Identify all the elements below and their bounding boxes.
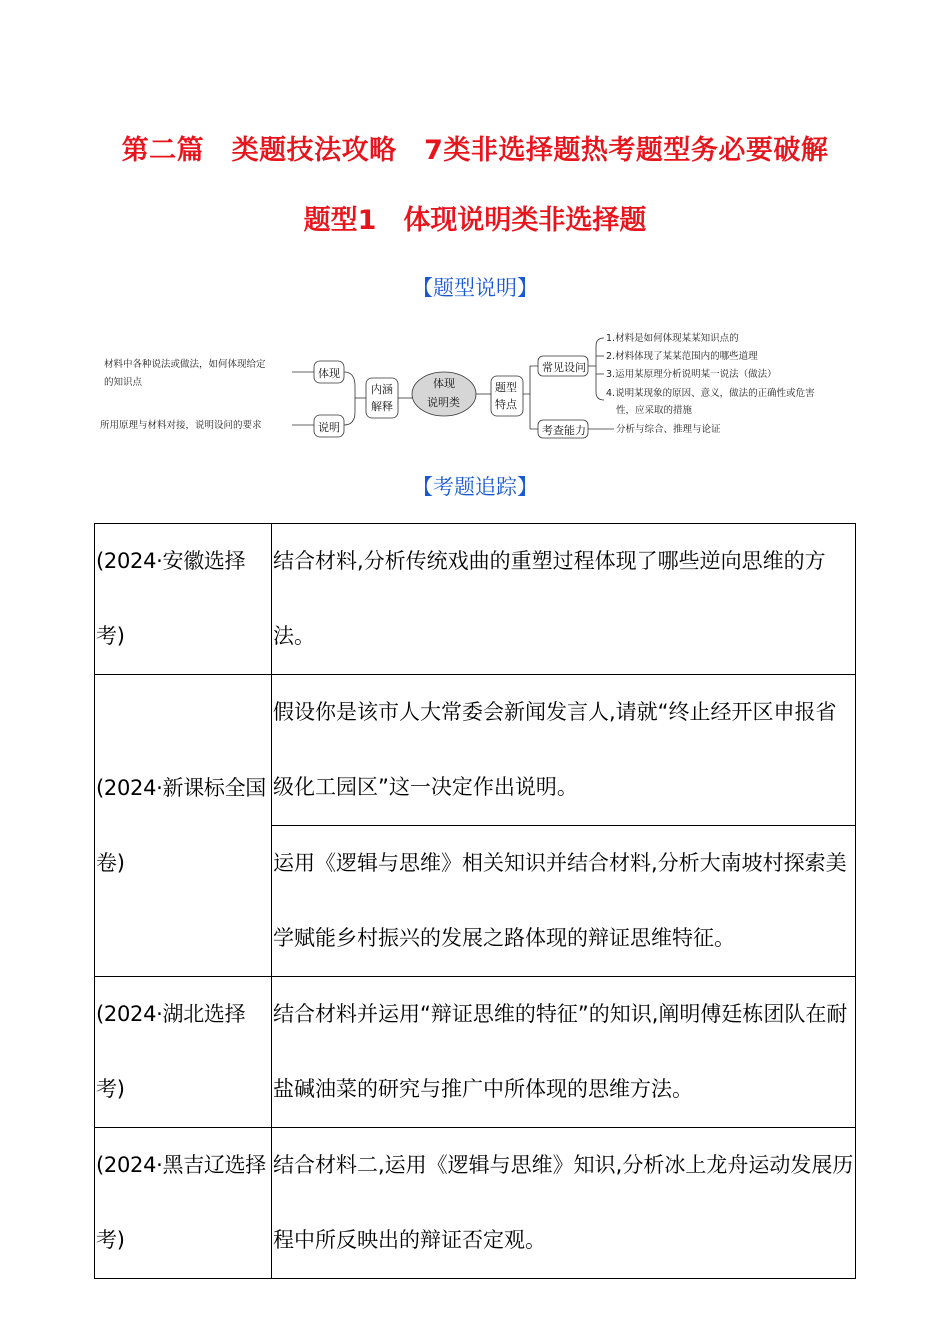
section-heading-track: 【考题追踪】 xyxy=(412,475,538,499)
question-source: (2024·新课标全国卷) xyxy=(95,675,272,977)
diagram-box-neihan-line1: 内涵 xyxy=(371,383,393,396)
section-heading-explain: 【题型说明】 xyxy=(412,276,538,300)
table-row xyxy=(95,1128,856,1279)
diagram-box-shuoming-label: 说明 xyxy=(318,421,340,434)
table-row xyxy=(95,977,856,1128)
mind-map-diagram xyxy=(100,326,860,446)
document-title: 第二篇 类题技法攻略 7类非选择题热考题型务必要破解 xyxy=(121,135,829,166)
diagram-box-tedian-line1: 题型 xyxy=(495,381,517,394)
question-text: 运用《逻辑与思维》相关知识并结合材料,分析大南坡村探索美学赋能乡村振兴的发展之路体现的辩证思维特征。 xyxy=(272,826,856,977)
table-row xyxy=(95,524,856,675)
question-text: 结合材料,分析传统戏曲的重塑过程体现了哪些逆向思维的方法。 xyxy=(272,524,856,675)
diagram-ability: 分析与综合、推理与论证 xyxy=(616,424,721,435)
diagram-center-line2: 说明类 xyxy=(427,396,460,409)
exam-questions-table xyxy=(94,523,856,1279)
table-row xyxy=(95,675,856,826)
question-text: 结合材料二,运用《逻辑与思维》知识,分析冰上龙舟运动发展历程中所反映出的辩证否定观。 xyxy=(272,1128,856,1279)
question-text: 结合材料并运用“辩证思维的特征”的知识,阐明傅廷栋团队在耐盐碱油菜的研究与推广中所体现的思维方法。 xyxy=(272,977,856,1128)
diagram-question-2: 2.材料体现了某某范围内的哪些道理 xyxy=(606,351,758,362)
question-source: (2024·安徽选择考) xyxy=(95,524,272,675)
diagram-question-3: 3.运用某原理分析说明某一说法（做法） xyxy=(606,369,777,380)
question-text: 假设你是该市人大常委会新闻发言人,请就“终止经开区申报省级化工园区”这一决定作出说明。 xyxy=(272,675,856,826)
question-source: (2024·黑吉辽选择考) xyxy=(95,1128,272,1279)
diagram-box-neihan-line2: 解释 xyxy=(371,400,393,413)
diagram-question-4a: 4.说明某现象的原因、意义，做法的正确性或危害 xyxy=(606,388,815,399)
diagram-box-changjian-label: 常见设问 xyxy=(542,361,586,374)
diagram-left-text-3: 所用原理与材料对接，说明设问的要求 xyxy=(100,420,262,431)
diagram-box-tedian-line2: 特点 xyxy=(495,398,517,411)
diagram-center-line1: 体现 xyxy=(433,377,455,390)
diagram-question-1: 1.材料是如何体现某某知识点的 xyxy=(606,333,739,344)
diagram-left-text-2: 的知识点 xyxy=(104,377,143,388)
question-source: (2024·湖北选择考) xyxy=(95,977,272,1128)
diagram-left-text-1: 材料中各种说法或做法，如何体现给定 xyxy=(104,359,266,370)
document-subtitle: 题型1 体现说明类非选择题 xyxy=(303,205,647,236)
diagram-question-4b: 性，应采取的措施 xyxy=(616,405,693,416)
diagram-box-tixian-label: 体现 xyxy=(318,367,340,380)
diagram-box-kaocha-label: 考查能力 xyxy=(542,424,586,437)
